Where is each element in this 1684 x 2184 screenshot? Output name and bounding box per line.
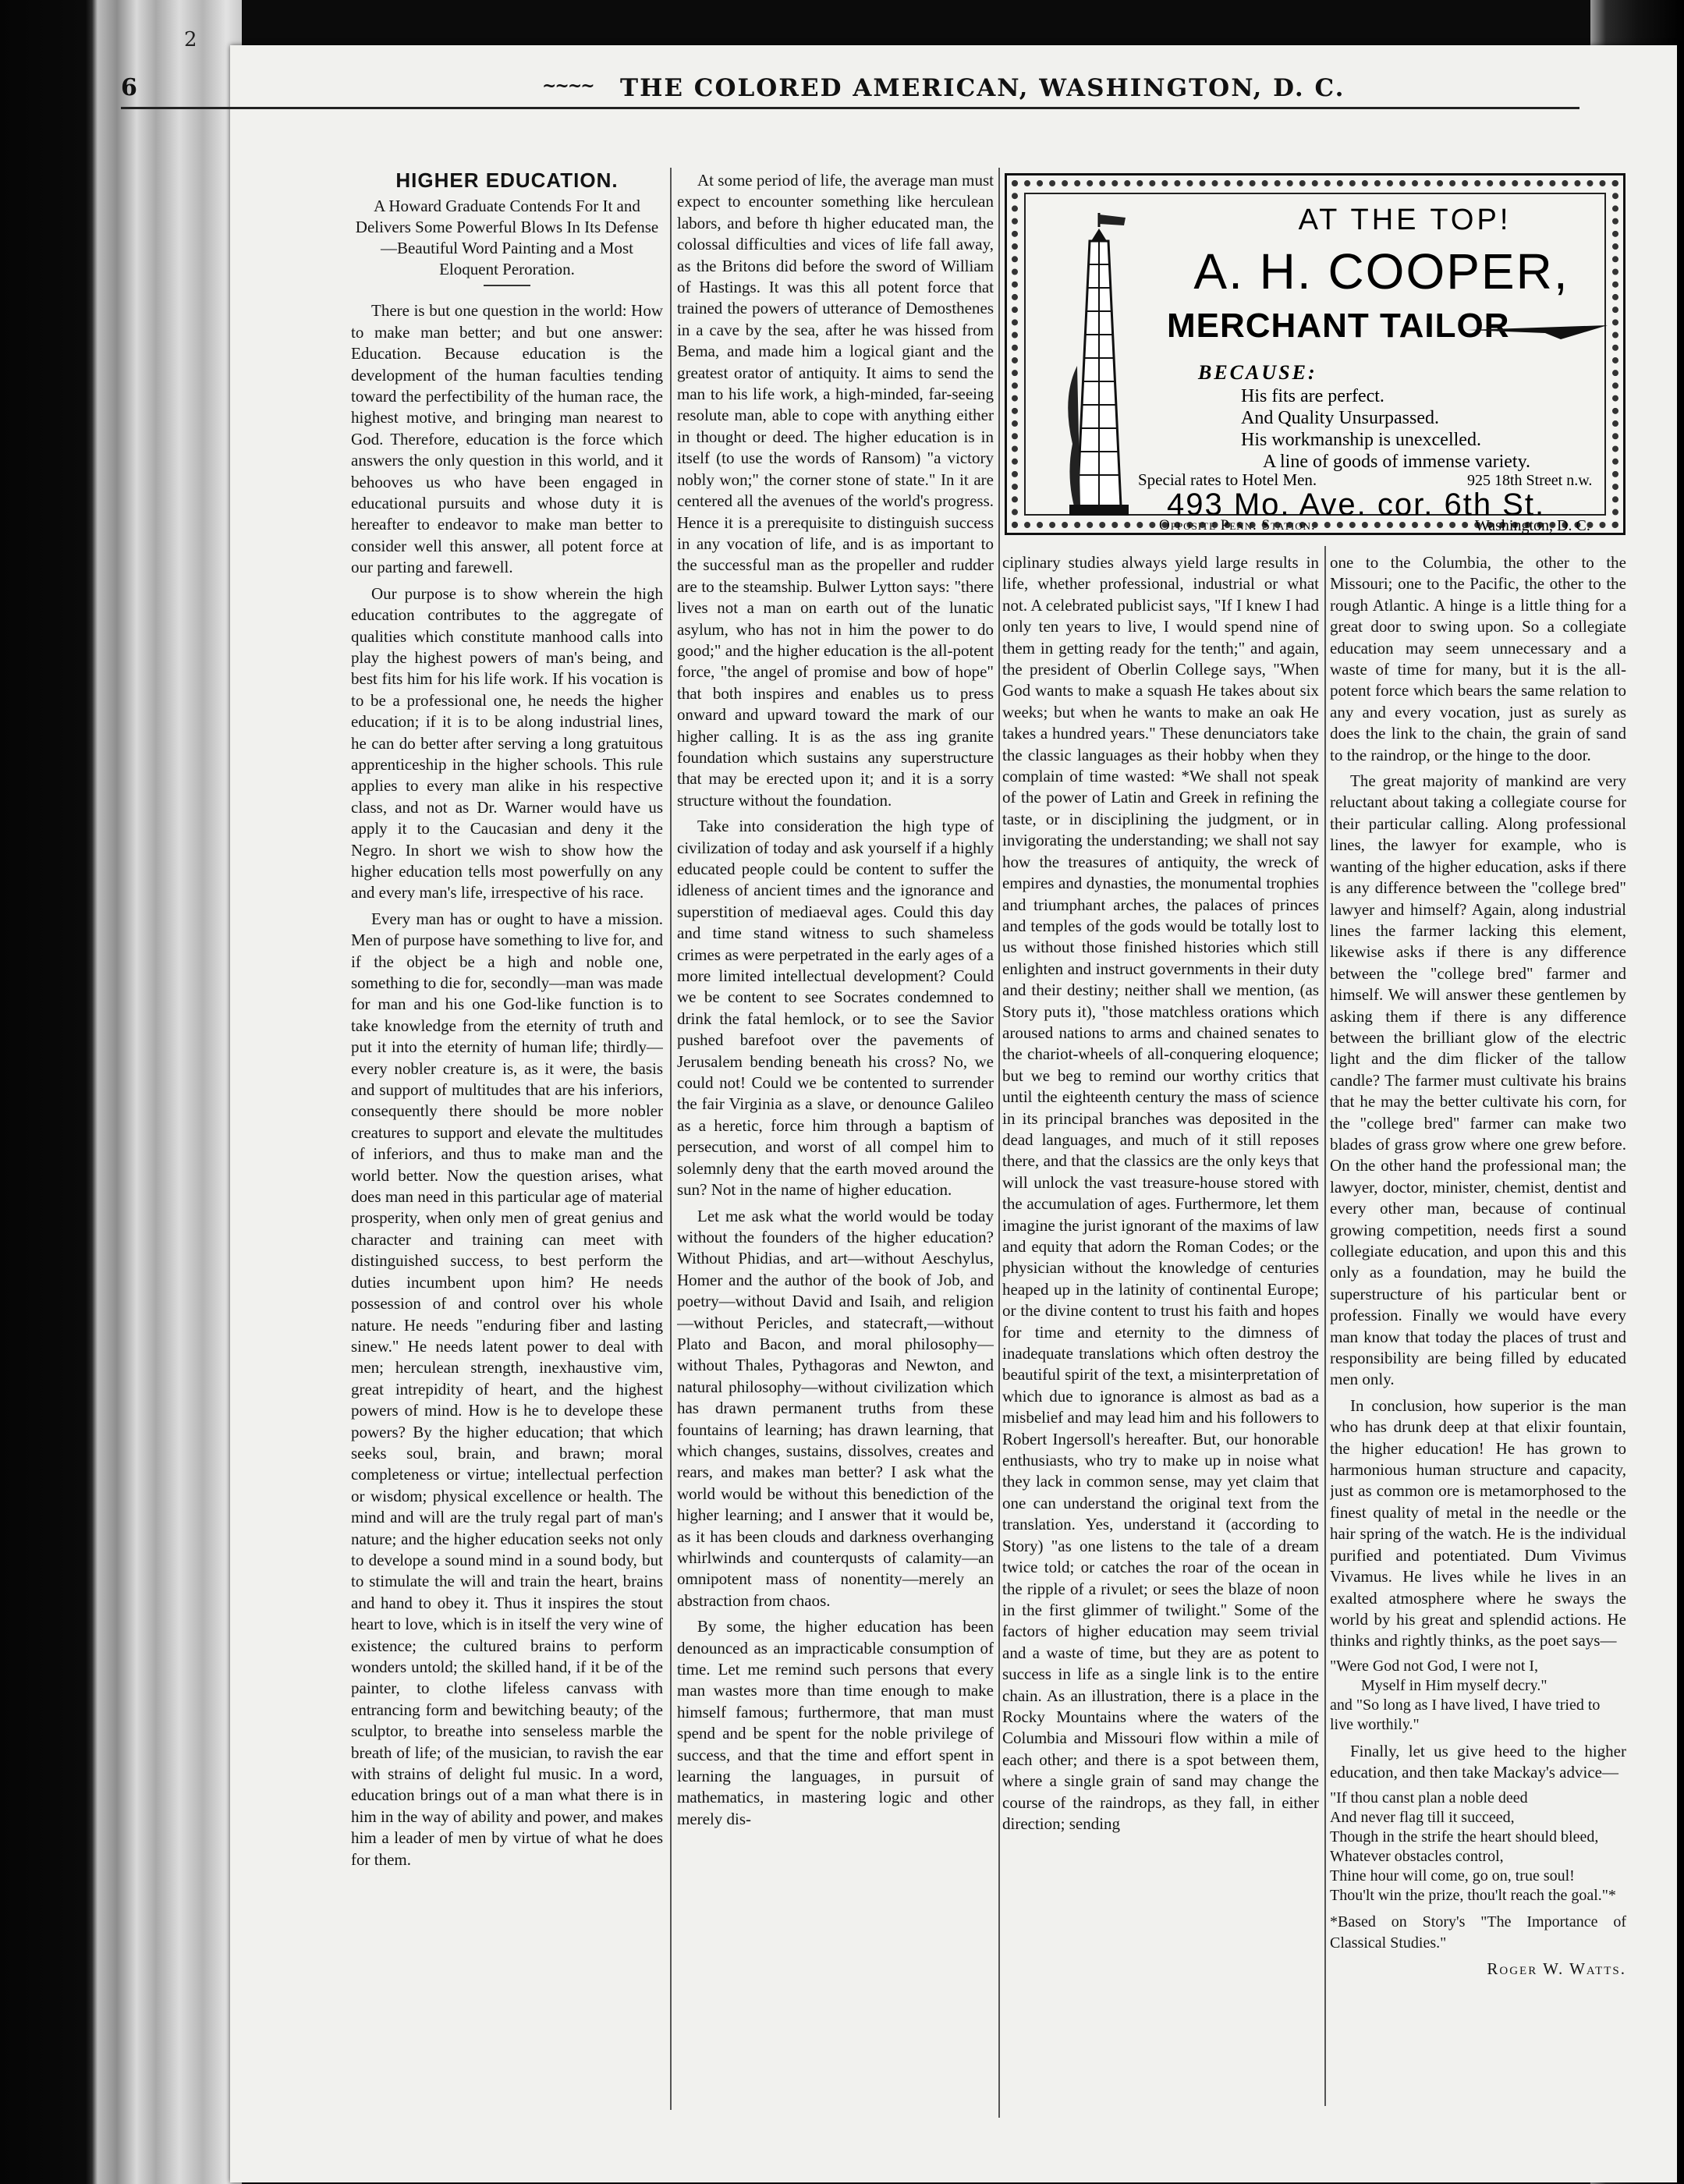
paragraph: Every man has or ought to have a mission. Men of purpose have something to live for, and if the object be a high and noble one, something to die for, secondly—man was made for man and his one God-like function is to take knowledge from the eternity of truth and put it into the eternity of human life; thirdly—every nobler creature is, as it were, the basis and support of multitudes that are his inferiors, consequently there should be more nobler creatures to support and elevate the multitudes of inferiors, and thus to make man and the world better. Now the question arises, what does man need in this particular age of material prosperity, when only men of great genius and character and training can meet with distinguished success, to best perform the duties incumbent upon him? He needs possession of and control over his whole nature. He needs "enduring fiber and lasting sinew." He needs latent power to deal with men; herculean strength, inexhaustive vim, great intrepidity of heart, and the highest powers of mind. How is he to develope these powers? By the higher education; that which seeks soul, brain, and brawn; moral completeness or virtue; intellectual perfection or wisdom; physical excellence or health. The mind and will are the truly regal part of man's nature; and the higher education seeks not only to develope a sound mind in a sound body, but to stimulate the will and train the heart, brains and hand to obey it. Thus it inspires the stout heart to love, which is in itself the very wine of existence; the cultured brains to perform wonders untold; the skilled hand, if it be of the painter, to clothe lifeless canvass with entrancing form and bewitching beauty; of the sculptor, to breathe into senseless marble the breath of life; of the musician, to ravish the ear with strains of delight ful music. In a word, education brings out of a man what there is in him in the way of ability and power, and makes him a leader of men by virtue of what he does for them. <box>351 909 663 1869</box>
article-column-1 <box>351 170 663 2058</box>
page-number: 6 <box>121 74 137 101</box>
paragraph: There is but one question in the world: How to make man better; and but one answer: Education. Because education is the development of the human faculties tending toward the perfectibility of the human race, the highest motive, and bringing man nearest to God. Therefore, education is the force which answers the only question in this world, and it behooves us who have been engaged in educational pursuits and whose duty it is hereafter to endeavor to make man better to consider well this answer, all potent force at our parting and farewell. <box>351 301 663 577</box>
column-rule <box>670 168 672 2110</box>
poem-line: Thou'lt win the prize, thou'lt reach the goal."* <box>1330 1886 1616 1904</box>
ad-street: 925 18th Street n.w. <box>1467 472 1593 489</box>
paragraph: Take into consideration the high type of civilization of today and ask yourself if a highly educated people could be content to suffer the idleness of ancient times and the ignorance and superstition of mediaeval ages. Could this day and time stand witness to such shameless crimes as were perpetrated in the early ages of a more limited intellectual development? Could we be content to see Socrates condemned to drink the fatal hemlock, or to see the Savior pushed barefoot over the pavements of Jerusalem bending beneath his cross? No, we could not! Could we be contented to surrender the fair Virginia as a slave, or denounce Galileo as a heretic, force him through a baptism of persecution, and worst of all compel him to solemnly deny that the earth moved around the sun? Not in the name of higher education. <box>677 817 994 1200</box>
header-rule <box>121 107 1579 109</box>
masthead: THE COLORED AMERICAN, WASHINGTON, D. C. <box>620 74 1345 102</box>
poem <box>1330 1789 1626 1906</box>
ad-city: Washington, D. C. <box>1475 517 1590 534</box>
paragraph: Finally, let us give heed to the higher education, and then take Mackay's advice— <box>1330 1741 1626 1782</box>
washington-monument-icon <box>1054 210 1147 522</box>
article-column-3 <box>1002 552 1319 2120</box>
paragraph: one to the Columbia, the other to the Missouri; one to the Pacific, the other to the rough Atlantic. A hinge is a little thing for a great door to swing upon. So a collegiate education may seem unnecessary and a waste of time for many, but it is the all-potent force which bears the same relation to any and every vocation, just as surely as does the link to the chain, the grain of sand to the raindrop, or the hinge to the door. <box>1330 553 1626 764</box>
paragraph: In conclusion, how superior is the man who has drunk deep at that elixir fountain, the higher education! He has grown to harmonious human structure and capacity, just as common ore is metamorphosed to the finest quality of metal in the needle or the hair spring of the watch. He is the individual purified and potentiated. Dum Vivimus Vivamus. He lives while he lives in an exalted atmosphere where he sways the world by his great and splendid actions. He thinks and rightly thinks, as the poet says— <box>1330 1395 1626 1650</box>
author-signature: Roger W. Watts. <box>1487 1959 1626 1979</box>
paragraph: By some, the higher education has been denounced as an impracticable consumption of time. Let me remind such persons that every man wastes more than time enough to make himself famous; furthermore, that man must spend and be spent for the noble privilege of success, and that the time and effort spent in learning the languages, in pursuit of mathematics, in mastering logic and other merely dis- <box>677 1617 994 1828</box>
ad-reason: His workmanship is unexcelled. <box>1241 430 1481 450</box>
column-rule <box>998 168 1000 2118</box>
article-headline: HIGHER EDUCATION. <box>395 170 619 192</box>
deck-rule <box>484 285 530 286</box>
poem-line: Thine hour will come, go on, true soul! <box>1330 1867 1575 1884</box>
ad-trade: MERCHANT TAILOR <box>1167 307 1510 345</box>
ad-business-name: A. H. COOPER, <box>1193 243 1569 300</box>
paragraph: The great majority of mankind are very reluctant about taking a collegiate course for their particular calling. Along professional lines, the lawyer for example, who is wanting of the higher education, asks if there is any difference between the "college bred" lawyer and himself? Again, along industrial lines the farmer lacking this element, likewise asks if there is any difference between the "college bred" farmer and himself. We will answer these gentlemen by asking them if there is any difference between the brilliant glow of the electric light and the dim flicker of the tallow candle? The farmer must cultivate his brains that he may the better cultivate his corn, for the "college bred" farmer can make two blades of grass grow where one grew before. On the other hand the professional man; the lawyer, doctor, minister, chemist, dentist and every other man, because of continual growing competition, needs first a sound collegiate education, and upon this and this only as a foundation, may he build the superstructure of his particular bent or profession. Finally we would have every man know that today the places of trust and responsibility are being filled by educated men only. <box>1330 771 1626 1389</box>
paragraph: Let me ask what the world would be today without the founders of the higher education? Without Phidias, and art—without Aeschylus, Homer and the author of the book of Job, and poetry—without David and Isaih, and religion—without Pericles, and statecraft,—without Plato and Bacon, and moral philosophy—without Thales, Pythagoras and Newton, and natural philosophy—without civilization which has drawn permanent truths from these fountains of learning; has drawn learning, that which changes, sustains, dissolves, creates and rears, and makes man better? I ask what the world would be without this benediction of the higher learning; and I answer that it would be, as it has been clouds and darkness overhanging whirlwinds and counterqusts of calamity—an omnipotent mass of nonentity—merely an abstraction from chaos. <box>677 1206 994 1610</box>
header-ornament: ~~~~ <box>542 76 594 96</box>
ad-special-rates: Special rates to Hotel Men. <box>1138 470 1317 489</box>
book-binding <box>0 0 242 2184</box>
page-header <box>121 74 1579 105</box>
edge-mark: 2 <box>184 28 197 51</box>
ad-reason: His fits are perfect. <box>1241 386 1384 406</box>
swoosh-ornament-icon <box>1467 322 1608 341</box>
article-column-2 <box>677 170 994 2120</box>
poem-line: Myself in Him myself decry." <box>1361 1676 1548 1694</box>
ad-address: 493 Mo. Ave. cor. 6th St. <box>1167 488 1546 522</box>
poem-line: Though in the strife the heart should bleed, <box>1330 1828 1599 1845</box>
article-column-4 <box>1330 552 1626 2120</box>
ad-reason: And Quality Unsurpassed. <box>1241 408 1439 428</box>
article-deck: A Howard Graduate Contends For It and Delivers Some Powerful Blows In Its Defense—Beautiful Word Painting and a Most Eloquent Peroration. <box>355 197 659 279</box>
poem-line: And never flag till it succeed, <box>1330 1808 1515 1826</box>
column-rule <box>1324 546 1326 2106</box>
quotation <box>1330 1657 1626 1735</box>
paragraph: Our purpose is to show wherein the high education contributes to the aggregate of qualities which constitute manhood calls into play the highest powers of man's being, and best fits him for his life work. If his vocation is to be a professional one, he needs the higher education; if it is to be along industrial lines, he can do better after serving a long gratuitous apprenticeship in the higher schools. This rule applies to every man alike in his respective class, and not as Dr. Warner would have us apply it to the Caucasian and deny it the Negro. In short we wish to show how the higher education tells most powerfully on any and every man's life, irrespective of his race. <box>351 583 663 902</box>
cooper-advertisement <box>1005 173 1626 535</box>
ad-reason: A line of goods of immense variety. <box>1263 452 1531 472</box>
footnote: *Based on Story's "The Importance of Classical Studies." <box>1330 1913 1626 1952</box>
poem-line: "If thou canst plan a noble deed <box>1330 1789 1528 1806</box>
poem-line: and "So long as I have lived, I have tried to live worthily." <box>1330 1696 1601 1733</box>
ad-opposite: Opposite Penn. Station. <box>1159 517 1316 534</box>
poem-line: "Were God not God, I were not I, <box>1330 1657 1539 1675</box>
ad-because: BECAUSE: <box>1198 361 1317 384</box>
paragraph: ciplinary studies always yield large results in life, whether professional, industrial or what not. A celebrated publicist says, "If I knew I had only ten years to live, I would spend nine of them in getting ready for the tenth;" and again, the president of Oberlin College says, "When God wants to make a squash He takes about six weeks; but when he wants to make an oak He takes a hundred years." These denunciators take the classic languages as their hobby when they complain of time wasted: *We shall not speak of the power of Latin and Greek in refining the taste, or in disciplining the judgment, or in invigorating the understanding; we shall not say how the treasures of antiquity, the wreck of empires and dynasties, the monumental trophies and triumphant arches, the palaces of princes and temples of the gods would be totally lost to us without those finished histories which still enlighten and instruct governments in their duty and their destiny; neither shall we mention, (as Story puts it), "those matchless orations which aroused nations to arms and chained senates to the chariot-wheels of all-conquering eloquence; but we beg to remind our worthy critics that until the eighteenth century the mass of science in its principal branches was deposited in the dead languages, and much of it still reposes there, and that the classics are the only keys that will unlock the vast treasure-house stored with the accumulation of ages. Furthermore, let them imagine the jurist ignorant of the maxims of law and equity that adorn the Roman Codes; or the physician without the knowledge of centuries heaped up in the latinity of continental Europe; or the divine content to trust his faith and hopes for time and eternity to the dimness of inadequate translations which often destroy the beautiful spirit of the text, a misinterpretation of which due to ignorance is almost as bad as a misbelief and may lead him and his followers to Robert Ingersoll's hereafter. But, our honorable enthusiasts, who try to make up in noise what they lack in common sense, may yet claim that one can understand the original text from the translation. Yes, understand it (according to Story) "as one listens to the tale of a dream twice told; or catches the roar of the ocean in the ripple of a rivulet; or sees the blaze of noon in the first glimmer of twilight." Some of the factors of higher education may seem trivial and a waste of time, but they are as potent to success in life as a single link is to the entire chain. As an illustration, there is a place in the Rocky Mountains where the waters of the Columbia and Missouri flow within a mile of each other; and there is a spot between them, where a single grain of sand may change the course of the raindrops, as they fall, in either direction; sending <box>1002 553 1319 1833</box>
ad-top-line: AT THE TOP! <box>1298 204 1512 236</box>
poem-line: Whatever obstacles control, <box>1330 1847 1504 1865</box>
paragraph: At some period of life, the average man must expect to encounter something like herculean labors, and before th higher educated man, the colossal difficulties and vices of life fall away, as the Britons did before the sword of William of Hastings. It was this all potent force that trained the powers of utterance of Demosthenes in a cave by the sea, after he was hissed from Bema, and made him a logical giant and the greatest orator of antiquity. It aims to send the man to his life work, a high-minded, far-seeing resolute man, able to cope with anything either in thought or deed. The higher education is in itself (to use the words of Ransom) "a victory nobly won;" the corner stone of state." In it are centered all the avenues of the world's progress. Hence it is a prerequisite to distinguish success in any vocation of life, and is as important to the successful man as the propeller and rudder are to the steamship. Bulwer Lytton says: "there lives not a man on earth out of the lunatic asylum, who has not in him the power to do good;" and the higher education is the all-potent force, "the angel of promise and bow of hope" that both inspires and enables us to press onward and upward toward the mark of our higher calling. It is as the ass ing granite foundation which sustains any superstructure that may be erected upon it; and it is a sorry structure without the foundation. <box>677 171 994 810</box>
